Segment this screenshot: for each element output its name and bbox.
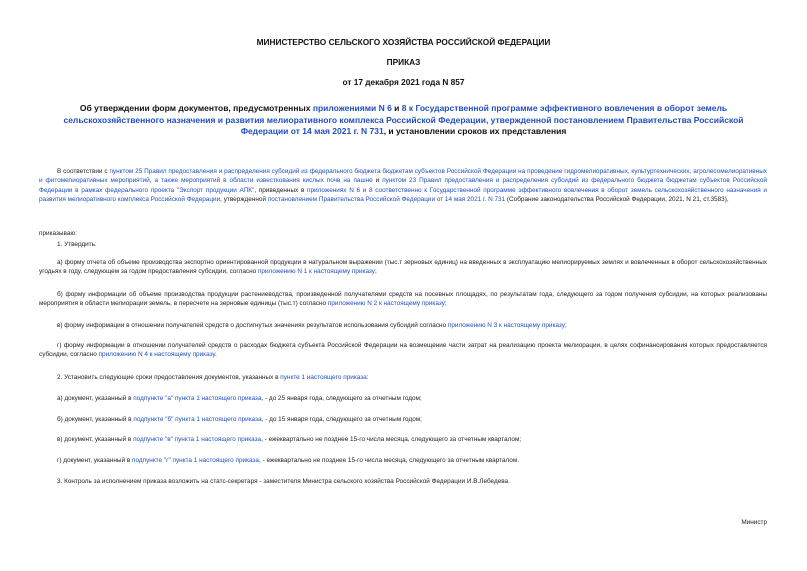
item-2-v-end: , - ежеквартально не позднее 15-го числа месяца, следующего за отчетным кварталом; [261, 436, 522, 443]
preamble-text-3: , приведенных в [254, 186, 308, 194]
title-text-2: и [391, 103, 402, 113]
ministry-header: МИНИСТЕРСТВО СЕЛЬСКОГО ХОЗЯЙСТВА РОССИЙСКОЙ ФЕДЕРАЦИИ [256, 37, 551, 47]
item-1-b-link[interactable]: приложению N 2 к настоящему приказу [327, 300, 445, 308]
document-type: ПРИКАЗ [386, 57, 421, 67]
item-1-g-text: г) форму информации в отношении получателей средств о расходах бюджета субъекта Российской Федерации на возмещение части затрат на реализацию проекта мелиорации, в целях софинансирования которых предоставляется субсидии, согласно [39, 342, 767, 359]
item-2-b-end: , - до 15 января года, следующего за отчетным годом; [261, 416, 422, 423]
preamble-text-5: (Собрание законодательства Российской Федерации, 2021, N 21, ст.3583), [505, 196, 729, 204]
item-1-a-end: ; [375, 268, 377, 276]
title-link-appendix-6[interactable]: приложениями N 6 [312, 103, 392, 113]
preamble-link-resolution[interactable]: постановлением Правительства Российской Федерации от 14 мая 2021 г. N 731 [267, 196, 506, 204]
item-2-text: 2. Установить следующие сроки предоставления документов, указанных в [57, 374, 281, 381]
item-2-v-text: в) документ, указанный в [57, 436, 134, 443]
preamble-text-2: и [372, 177, 383, 185]
item-2 [57, 373, 369, 382]
preamble-paragraph [39, 167, 767, 205]
signature-title: Министр [741, 519, 767, 526]
item-2-v [57, 435, 521, 444]
item-3: 3. Контроль за исполнением приказа возложить на статс-секретаря - заместителя Министра сельского хозяйства Российской Федерации И.В.Лебедева. [57, 478, 510, 485]
document-title [55, 103, 752, 138]
preamble-link-rules-p23[interactable]: пунктом 23 Правил предоставления и распределения субсидий из федерального бюджета бюджетам субъектов Российской Федерации в рамках федерального проекта "Экспорт продукции АПК" [39, 177, 767, 194]
item-2-link[interactable]: пункте 1 настоящего приказа [280, 374, 367, 381]
item-1-b-end: ; [444, 300, 447, 308]
item-1-g [39, 341, 767, 360]
document-date: от 17 декабря 2021 года N 857 [342, 77, 465, 87]
preamble-link-rules-p25[interactable]: пунктом 25 Правил предоставления и распределения субсидий из федерального бюджета бюджетам субъектов Российской Федерации на проведение гидромелиоративных, культуртехнических, агролесомелиоративных и фитомелиоративных мероприятий, а также мероприятий в области известкования кислых почв на пашне [39, 168, 768, 185]
title-text-3: , и установлении сроков их представления [383, 126, 567, 136]
item-2-a-text: а) документ, указанный в [57, 395, 134, 402]
item-2-b-text: б) документ, указанный в [57, 416, 134, 423]
item-2-g-text: г) документ, указанный в [57, 457, 133, 464]
item-1-a-text: а) форму отчета об объеме производства экспортно ориентированной продукции в натуральном выражении (тыс.т зерновых единиц) на введенных в эксплуатацию мелиорируемых землях и вовлеченных в оборот сельскохозяйственных угодьях в году, следующем за годом предоставления субсидии, согласно [39, 259, 767, 276]
item-2-g-end: , - ежеквартально не позднее 15-го числа месяца, следующего за отчетным кварталом. [258, 457, 520, 464]
item-2-a-end: , - до 25 января года, следующего за отчетным годом; [261, 395, 422, 402]
preamble-text-4: , утвержденной [220, 196, 268, 204]
title-text-1: Об утверждении форм документов, предусмотренных [79, 103, 313, 113]
item-1-b-text: б) форму информации об объеме производства продукции растениеводства, произведенной получателями средств на посевных площадях, по результатам года, следующего за годом получения субсидии, на которых реализованы мероприятия в области мелиорации земель, в пересчете на зерновые единицы (тыс.т) согласно [39, 291, 767, 308]
item-2-v-link[interactable]: подпункте "в" пункта 1 настоящего приказа [133, 436, 262, 443]
item-1-v [57, 321, 567, 330]
item-1-v-link[interactable]: приложению N 3 к настоящему приказу [447, 322, 565, 329]
item-1-v-end: ; [564, 322, 567, 329]
item-2-a-link[interactable]: подпункте "а" пункта 1 настоящего приказа [133, 395, 262, 402]
title-link-appendix-8[interactable]: 8 к Государственной программе эффективного вовлечения в оборот земель сельскохозяйственного назначения и развития мелиоративного комплекса Российской Федерации, утвержденной постановлением Правительства Российской Федерации от 14 мая 2021 г. N 731 [63, 103, 744, 136]
item-1-g-end: . [215, 351, 217, 359]
preamble-link-appendices[interactable]: приложениях N 6 и 8 соответственно к Государственной программе эффективного вовлечения в оборот земель сельскохозяйственного назначения и развития мелиоративного комплекса Российской Федерации [39, 186, 768, 204]
item-1-g-link[interactable]: приложению N 4 к настоящему приказу [98, 351, 215, 359]
item-2-b [57, 415, 422, 424]
item-2-g-link[interactable]: подпункте "г" пункта 1 настоящего приказа [132, 457, 259, 464]
order-word: приказываю: [39, 230, 77, 237]
item-1-a [39, 258, 767, 277]
item-1: 1. Утвердить: [57, 241, 97, 248]
item-1-b [39, 290, 767, 309]
item-2-end: : [366, 374, 369, 381]
item-1-a-link[interactable]: приложению N 1 к настоящему приказу [257, 268, 375, 276]
item-2-b-link[interactable]: подпункте "б" пункта 1 настоящего приказа [133, 416, 262, 423]
item-2-g [57, 456, 519, 465]
item-1-v-text: в) форму информации в отношении получателей средств о достигнутых значениях результатов использования субсидий согласно [57, 322, 448, 329]
item-2-a [57, 394, 422, 403]
preamble-text-1: В соответствии с [57, 168, 110, 175]
